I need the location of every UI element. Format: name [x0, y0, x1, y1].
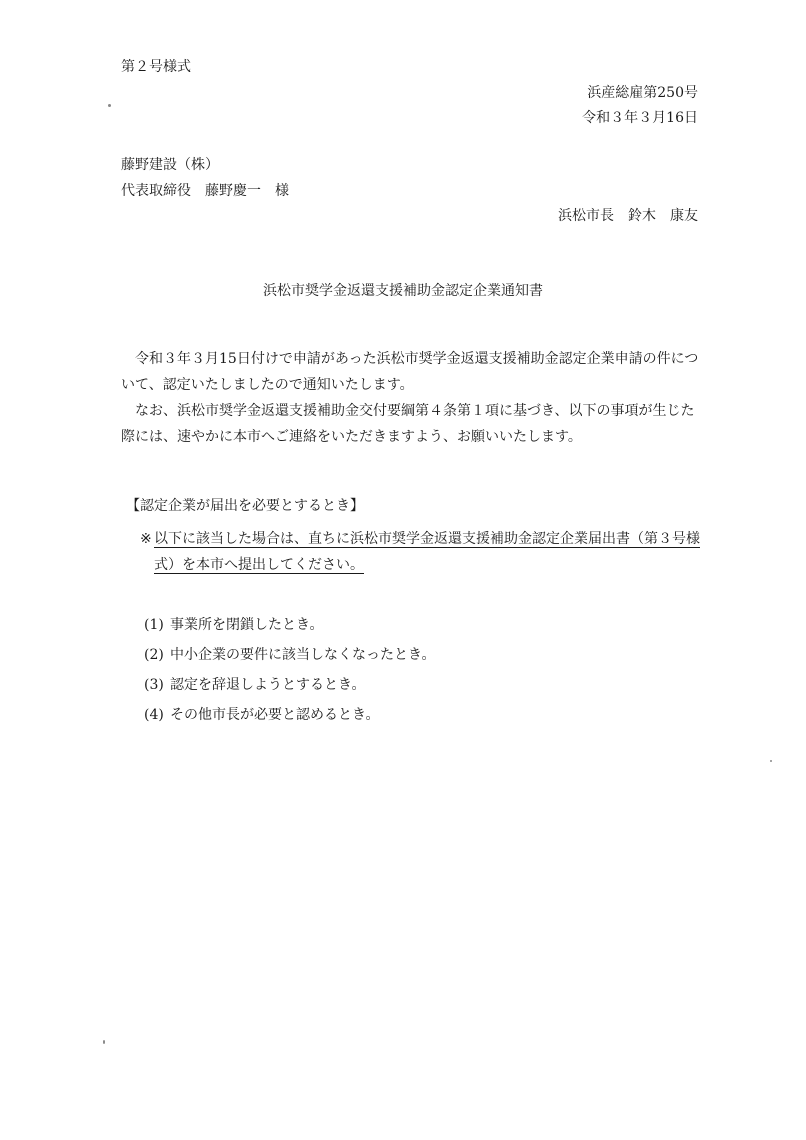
notice-mark: ※	[140, 531, 152, 547]
recipient-person: 代表取締役 藤野慶一 様	[121, 183, 289, 199]
list-item-text: 認定を辞退しようとするとき。	[170, 677, 366, 693]
list-item-number: (4)	[144, 707, 164, 723]
list-item	[144, 640, 435, 670]
document-title: 浜松市奨学金返還支援補助金認定企業通知書	[263, 283, 543, 299]
list-item	[144, 670, 435, 700]
paragraph-text: なお、浜松市奨学金返還支援補助金交付要綱第４条第１項に基づき、以下の事項が生じた際には、速やかに本市へご連絡をいただきますよう、お願いいたします。	[121, 403, 695, 445]
section-heading: 【認定企業が届出を必要とするとき】	[126, 498, 364, 514]
reference-number: 浜産総雇第250号	[587, 85, 698, 101]
conditions-list	[144, 610, 435, 730]
sender-name: 浜松市長 鈴木 康友	[558, 208, 698, 224]
list-item	[144, 610, 435, 640]
list-item-text: 中小企業の要件に該当しなくなったとき。	[170, 647, 436, 663]
body-paragraph-1	[121, 346, 706, 398]
body-paragraph-2	[121, 398, 706, 450]
list-item-number: (3)	[144, 677, 164, 693]
list-item-number: (1)	[144, 617, 164, 633]
form-label: 第２号様式	[121, 59, 191, 75]
notice-block	[140, 526, 706, 578]
scan-speck	[770, 760, 772, 762]
list-item-text: 事業所を閉鎖したとき。	[170, 617, 324, 633]
scan-speck	[103, 1040, 105, 1044]
recipient-company: 藤野建設（株）	[121, 157, 219, 173]
scan-speck	[108, 104, 111, 107]
paragraph-text: 令和３年３月15日付けで申請があった浜松市奨学金返還支援補助金認定企業申請の件について、認定いたしましたので通知いたします。	[121, 351, 699, 393]
list-item	[144, 700, 435, 730]
list-item-number: (2)	[144, 647, 164, 663]
notice-text: 以下に該当した場合は、直ちに浜松市奨学金返還支援補助金認定企業届出書（第３号様式）を本市へ提出してください。	[154, 531, 700, 573]
list-item-text: その他市長が必要と認めるとき。	[170, 707, 380, 723]
issue-date: 令和３年３月16日	[582, 110, 698, 126]
